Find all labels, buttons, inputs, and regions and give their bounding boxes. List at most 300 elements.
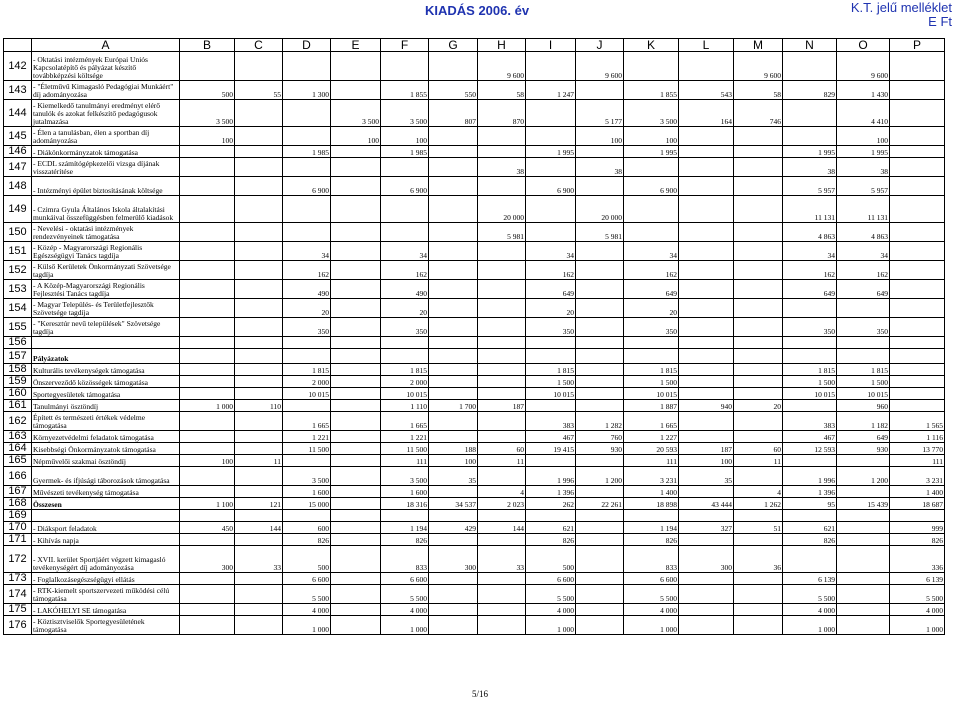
value-cell[interactable] (331, 616, 381, 635)
value-cell[interactable]: 1 396 (783, 486, 837, 498)
value-cell[interactable] (576, 349, 624, 364)
value-cell[interactable]: 826 (783, 534, 837, 546)
value-cell[interactable]: 5 957 (783, 177, 837, 196)
value-cell[interactable] (734, 604, 783, 616)
value-cell[interactable]: 38 (478, 158, 526, 177)
value-cell[interactable] (235, 616, 283, 635)
value-cell[interactable] (381, 196, 429, 223)
value-cell[interactable] (837, 349, 890, 364)
value-cell[interactable]: 34 (837, 242, 890, 261)
value-cell[interactable] (679, 299, 734, 318)
value-cell[interactable] (734, 127, 783, 146)
value-cell[interactable]: 5 500 (381, 585, 429, 604)
value-cell[interactable]: 19 415 (526, 443, 576, 455)
value-cell[interactable]: 33 (478, 546, 526, 573)
description-cell[interactable]: Tanulmányi ösztöndíj (32, 400, 180, 412)
value-cell[interactable] (576, 81, 624, 100)
value-cell[interactable] (429, 242, 478, 261)
value-cell[interactable]: 20 (734, 400, 783, 412)
value-cell[interactable]: 833 (381, 546, 429, 573)
value-cell[interactable]: 121 (235, 498, 283, 510)
value-cell[interactable] (837, 546, 890, 573)
value-cell[interactable] (283, 510, 331, 522)
description-cell[interactable]: Kisebbségi Önkormányzatok támogatása (32, 443, 180, 455)
value-cell[interactable]: 10 015 (624, 388, 679, 400)
value-cell[interactable] (576, 177, 624, 196)
value-cell[interactable]: 34 537 (429, 498, 478, 510)
value-cell[interactable] (478, 299, 526, 318)
value-cell[interactable]: 6 139 (890, 573, 945, 585)
value-cell[interactable] (526, 510, 576, 522)
value-cell[interactable]: 9 600 (478, 52, 526, 81)
value-cell[interactable] (837, 585, 890, 604)
value-cell[interactable]: 5 981 (478, 223, 526, 242)
value-cell[interactable] (526, 455, 576, 467)
value-cell[interactable] (526, 158, 576, 177)
value-cell[interactable] (679, 127, 734, 146)
value-cell[interactable]: 450 (180, 522, 235, 534)
description-cell[interactable]: - Intézményi épület biztosításának költsége (32, 177, 180, 196)
value-cell[interactable] (381, 337, 429, 349)
value-cell[interactable] (734, 616, 783, 635)
value-cell[interactable] (180, 337, 235, 349)
value-cell[interactable] (576, 616, 624, 635)
value-cell[interactable] (890, 299, 945, 318)
description-cell[interactable]: - A Közép-Magyarországi Regionális Fejlesztési Tanács tagdíja (32, 280, 180, 299)
value-cell[interactable] (679, 196, 734, 223)
value-cell[interactable] (679, 146, 734, 158)
value-cell[interactable] (679, 223, 734, 242)
value-cell[interactable]: 1 995 (783, 146, 837, 158)
column-header-c[interactable]: C (235, 39, 283, 52)
value-cell[interactable]: 188 (429, 443, 478, 455)
value-cell[interactable]: 13 770 (890, 443, 945, 455)
description-cell[interactable]: Környezetvédelmi feladatok támogatása (32, 431, 180, 443)
value-cell[interactable] (890, 81, 945, 100)
row-number[interactable]: 175 (4, 604, 32, 616)
value-cell[interactable]: 10 015 (837, 388, 890, 400)
value-cell[interactable] (679, 604, 734, 616)
value-cell[interactable]: 550 (429, 81, 478, 100)
value-cell[interactable]: 4 000 (283, 604, 331, 616)
value-cell[interactable] (429, 534, 478, 546)
value-cell[interactable] (429, 412, 478, 431)
value-cell[interactable]: 10 015 (283, 388, 331, 400)
value-cell[interactable] (734, 177, 783, 196)
value-cell[interactable]: 36 (734, 546, 783, 573)
value-cell[interactable] (679, 412, 734, 431)
value-cell[interactable] (180, 388, 235, 400)
value-cell[interactable]: 350 (783, 318, 837, 337)
value-cell[interactable]: 1 300 (283, 81, 331, 100)
value-cell[interactable] (429, 364, 478, 376)
value-cell[interactable] (734, 261, 783, 280)
value-cell[interactable]: 4 863 (837, 223, 890, 242)
value-cell[interactable] (331, 376, 381, 388)
value-cell[interactable]: 1 815 (283, 364, 331, 376)
value-cell[interactable]: 1 400 (890, 486, 945, 498)
row-number[interactable]: 164 (4, 443, 32, 455)
value-cell[interactable] (429, 177, 478, 196)
description-cell[interactable]: - Külső Kerületek Önkormányzati Szövetsége tagdíja (32, 261, 180, 280)
value-cell[interactable]: 1 182 (837, 412, 890, 431)
value-cell[interactable] (331, 400, 381, 412)
value-cell[interactable]: 336 (890, 546, 945, 573)
value-cell[interactable]: 829 (783, 81, 837, 100)
value-cell[interactable]: 58 (478, 81, 526, 100)
value-cell[interactable]: 999 (890, 522, 945, 534)
value-cell[interactable]: 34 (526, 242, 576, 261)
value-cell[interactable]: 20 593 (624, 443, 679, 455)
value-cell[interactable] (235, 280, 283, 299)
value-cell[interactable]: 1 995 (837, 146, 890, 158)
value-cell[interactable]: 162 (283, 261, 331, 280)
column-header-a[interactable]: A (32, 39, 180, 52)
value-cell[interactable] (679, 318, 734, 337)
value-cell[interactable] (331, 467, 381, 486)
value-cell[interactable] (381, 349, 429, 364)
value-cell[interactable]: 100 (180, 127, 235, 146)
description-cell[interactable]: - Foglalkozásegészségügyi ellátás (32, 573, 180, 585)
value-cell[interactable] (478, 177, 526, 196)
value-cell[interactable] (478, 127, 526, 146)
value-cell[interactable] (283, 158, 331, 177)
value-cell[interactable]: 1 815 (783, 364, 837, 376)
value-cell[interactable] (679, 261, 734, 280)
value-cell[interactable]: 3 231 (890, 467, 945, 486)
row-number[interactable]: 174 (4, 585, 32, 604)
value-cell[interactable]: 4 (478, 486, 526, 498)
value-cell[interactable] (783, 349, 837, 364)
value-cell[interactable] (235, 158, 283, 177)
value-cell[interactable] (837, 337, 890, 349)
value-cell[interactable] (283, 52, 331, 81)
value-cell[interactable] (890, 223, 945, 242)
value-cell[interactable]: 500 (180, 81, 235, 100)
row-number[interactable]: 172 (4, 546, 32, 573)
row-number[interactable]: 145 (4, 127, 32, 146)
value-cell[interactable] (429, 388, 478, 400)
value-cell[interactable]: 6 600 (283, 573, 331, 585)
value-cell[interactable] (429, 573, 478, 585)
value-cell[interactable] (783, 299, 837, 318)
value-cell[interactable] (576, 364, 624, 376)
value-cell[interactable]: 383 (526, 412, 576, 431)
value-cell[interactable] (235, 52, 283, 81)
row-number[interactable]: 150 (4, 223, 32, 242)
value-cell[interactable] (783, 546, 837, 573)
value-cell[interactable] (331, 364, 381, 376)
value-cell[interactable] (429, 158, 478, 177)
value-cell[interactable] (734, 467, 783, 486)
value-cell[interactable]: 4 410 (837, 100, 890, 127)
value-cell[interactable]: 1 500 (526, 376, 576, 388)
description-cell[interactable]: - Kihívás napja (32, 534, 180, 546)
value-cell[interactable] (429, 376, 478, 388)
value-cell[interactable] (478, 376, 526, 388)
value-cell[interactable]: 162 (381, 261, 429, 280)
value-cell[interactable] (429, 616, 478, 635)
value-cell[interactable] (890, 146, 945, 158)
value-cell[interactable] (180, 177, 235, 196)
value-cell[interactable]: 4 000 (890, 604, 945, 616)
value-cell[interactable] (331, 242, 381, 261)
value-cell[interactable]: 1 000 (624, 616, 679, 635)
value-cell[interactable] (180, 280, 235, 299)
value-cell[interactable]: 1 887 (624, 400, 679, 412)
value-cell[interactable] (734, 412, 783, 431)
value-cell[interactable]: 5 500 (783, 585, 837, 604)
value-cell[interactable]: 1 221 (381, 431, 429, 443)
value-cell[interactable]: 1 194 (381, 522, 429, 534)
value-cell[interactable]: 1 500 (837, 376, 890, 388)
value-cell[interactable] (180, 158, 235, 177)
value-cell[interactable]: 940 (679, 400, 734, 412)
value-cell[interactable]: 35 (679, 467, 734, 486)
value-cell[interactable]: 621 (526, 522, 576, 534)
value-cell[interactable] (526, 223, 576, 242)
value-cell[interactable] (576, 280, 624, 299)
value-cell[interactable] (331, 299, 381, 318)
value-cell[interactable] (576, 388, 624, 400)
value-cell[interactable]: 350 (624, 318, 679, 337)
value-cell[interactable]: 1 227 (624, 431, 679, 443)
value-cell[interactable]: 20 (624, 299, 679, 318)
value-cell[interactable] (576, 376, 624, 388)
value-cell[interactable]: 327 (679, 522, 734, 534)
value-cell[interactable] (180, 223, 235, 242)
value-cell[interactable] (679, 616, 734, 635)
value-cell[interactable] (526, 337, 576, 349)
row-number[interactable]: 165 (4, 455, 32, 467)
value-cell[interactable]: 187 (478, 400, 526, 412)
value-cell[interactable]: 350 (283, 318, 331, 337)
value-cell[interactable] (235, 431, 283, 443)
description-cell[interactable]: - Diáksport feladatok (32, 522, 180, 534)
value-cell[interactable] (478, 146, 526, 158)
column-header-n[interactable]: N (783, 39, 837, 52)
value-cell[interactable]: 164 (679, 100, 734, 127)
description-cell[interactable]: Kulturális tevékenységek támogatása (32, 364, 180, 376)
value-cell[interactable]: 1 100 (180, 498, 235, 510)
row-number[interactable]: 144 (4, 100, 32, 127)
row-number[interactable]: 168 (4, 498, 32, 510)
value-cell[interactable] (837, 455, 890, 467)
value-cell[interactable] (429, 337, 478, 349)
value-cell[interactable]: 34 (624, 242, 679, 261)
value-cell[interactable] (429, 223, 478, 242)
value-cell[interactable]: 10 015 (526, 388, 576, 400)
value-cell[interactable] (478, 242, 526, 261)
value-cell[interactable]: 3 500 (331, 100, 381, 127)
value-cell[interactable]: 1 565 (890, 412, 945, 431)
description-cell[interactable]: Gyermek- és ifjúsági táborozások támogatása (32, 467, 180, 486)
value-cell[interactable]: 1 665 (283, 412, 331, 431)
value-cell[interactable]: 1 194 (624, 522, 679, 534)
value-cell[interactable]: 1 665 (624, 412, 679, 431)
value-cell[interactable]: 1 665 (381, 412, 429, 431)
row-number[interactable]: 148 (4, 177, 32, 196)
value-cell[interactable] (331, 534, 381, 546)
value-cell[interactable]: 58 (734, 81, 783, 100)
value-cell[interactable] (429, 486, 478, 498)
value-cell[interactable]: 649 (837, 431, 890, 443)
value-cell[interactable] (576, 573, 624, 585)
value-cell[interactable]: 100 (679, 455, 734, 467)
value-cell[interactable] (576, 318, 624, 337)
value-cell[interactable]: 3 231 (624, 467, 679, 486)
value-cell[interactable] (576, 546, 624, 573)
description-cell[interactable]: Művészeti tevékenység támogatása (32, 486, 180, 498)
column-header-b[interactable]: B (180, 39, 235, 52)
value-cell[interactable]: 262 (526, 498, 576, 510)
value-cell[interactable] (235, 443, 283, 455)
value-cell[interactable] (679, 573, 734, 585)
value-cell[interactable]: 1 815 (624, 364, 679, 376)
value-cell[interactable]: 870 (478, 100, 526, 127)
value-cell[interactable]: 1 815 (526, 364, 576, 376)
value-cell[interactable] (180, 318, 235, 337)
value-cell[interactable]: 826 (890, 534, 945, 546)
value-cell[interactable]: 100 (381, 127, 429, 146)
value-cell[interactable] (624, 196, 679, 223)
value-cell[interactable]: 5 500 (624, 585, 679, 604)
value-cell[interactable]: 15 439 (837, 498, 890, 510)
value-cell[interactable]: 11 (478, 455, 526, 467)
value-cell[interactable] (235, 299, 283, 318)
value-cell[interactable]: 1 700 (429, 400, 478, 412)
value-cell[interactable] (180, 443, 235, 455)
value-cell[interactable] (526, 52, 576, 81)
value-cell[interactable]: 4 (734, 486, 783, 498)
value-cell[interactable] (526, 400, 576, 412)
value-cell[interactable]: 100 (624, 127, 679, 146)
row-number[interactable]: 163 (4, 431, 32, 443)
value-cell[interactable] (331, 158, 381, 177)
value-cell[interactable]: 429 (429, 522, 478, 534)
value-cell[interactable]: 2 000 (283, 376, 331, 388)
row-number[interactable]: 169 (4, 510, 32, 522)
value-cell[interactable] (734, 364, 783, 376)
value-cell[interactable] (624, 337, 679, 349)
value-cell[interactable]: 3 500 (624, 100, 679, 127)
value-cell[interactable] (783, 510, 837, 522)
value-cell[interactable] (576, 455, 624, 467)
value-cell[interactable]: 111 (381, 455, 429, 467)
value-cell[interactable] (734, 573, 783, 585)
value-cell[interactable]: 1 996 (783, 467, 837, 486)
value-cell[interactable]: 746 (734, 100, 783, 127)
value-cell[interactable] (331, 223, 381, 242)
description-cell[interactable]: - ECDL számítógépkezelői vizsga díjának visszatérítése (32, 158, 180, 177)
value-cell[interactable] (180, 412, 235, 431)
value-cell[interactable]: 111 (890, 455, 945, 467)
value-cell[interactable] (283, 349, 331, 364)
value-cell[interactable] (429, 431, 478, 443)
row-number[interactable]: 173 (4, 573, 32, 585)
row-number[interactable]: 171 (4, 534, 32, 546)
value-cell[interactable] (235, 337, 283, 349)
value-cell[interactable]: 35 (429, 467, 478, 486)
value-cell[interactable] (180, 616, 235, 635)
column-header-o[interactable]: O (837, 39, 890, 52)
value-cell[interactable]: 826 (526, 534, 576, 546)
value-cell[interactable] (679, 158, 734, 177)
value-cell[interactable]: 930 (576, 443, 624, 455)
value-cell[interactable] (890, 127, 945, 146)
value-cell[interactable]: 10 015 (381, 388, 429, 400)
value-cell[interactable] (235, 196, 283, 223)
value-cell[interactable]: 1 200 (576, 467, 624, 486)
value-cell[interactable]: 960 (837, 400, 890, 412)
value-cell[interactable] (734, 318, 783, 337)
value-cell[interactable] (235, 127, 283, 146)
value-cell[interactable] (331, 431, 381, 443)
value-cell[interactable]: 4 863 (783, 223, 837, 242)
value-cell[interactable] (235, 510, 283, 522)
value-cell[interactable] (734, 280, 783, 299)
value-cell[interactable] (734, 534, 783, 546)
value-cell[interactable]: 300 (679, 546, 734, 573)
value-cell[interactable]: 1 400 (624, 486, 679, 498)
value-cell[interactable]: 490 (381, 280, 429, 299)
value-cell[interactable] (235, 261, 283, 280)
description-cell[interactable]: - Köztisztviselők Sportegyesületének támogatása (32, 616, 180, 635)
value-cell[interactable]: 38 (576, 158, 624, 177)
value-cell[interactable] (331, 261, 381, 280)
value-cell[interactable] (180, 364, 235, 376)
value-cell[interactable] (478, 337, 526, 349)
column-header-g[interactable]: G (429, 39, 478, 52)
value-cell[interactable]: 55 (235, 81, 283, 100)
value-cell[interactable] (331, 349, 381, 364)
value-cell[interactable] (180, 146, 235, 158)
value-cell[interactable] (235, 349, 283, 364)
row-number[interactable]: 142 (4, 52, 32, 81)
value-cell[interactable]: 9 600 (837, 52, 890, 81)
value-cell[interactable]: 15 000 (283, 498, 331, 510)
value-cell[interactable] (429, 349, 478, 364)
value-cell[interactable] (576, 604, 624, 616)
value-cell[interactable]: 162 (526, 261, 576, 280)
value-cell[interactable] (624, 510, 679, 522)
value-cell[interactable]: 1 000 (381, 616, 429, 635)
value-cell[interactable] (235, 100, 283, 127)
value-cell[interactable] (283, 127, 331, 146)
value-cell[interactable]: 6 600 (624, 573, 679, 585)
column-header-k[interactable]: K (624, 39, 679, 52)
value-cell[interactable]: 5 957 (837, 177, 890, 196)
value-cell[interactable]: 826 (283, 534, 331, 546)
value-cell[interactable]: 51 (734, 522, 783, 534)
value-cell[interactable]: 1 600 (283, 486, 331, 498)
value-cell[interactable] (576, 510, 624, 522)
value-cell[interactable] (478, 431, 526, 443)
value-cell[interactable] (180, 52, 235, 81)
column-header-l[interactable]: L (679, 39, 734, 52)
value-cell[interactable] (734, 196, 783, 223)
value-cell[interactable]: 649 (837, 280, 890, 299)
row-number[interactable]: 154 (4, 299, 32, 318)
value-cell[interactable] (283, 223, 331, 242)
value-cell[interactable]: 1 116 (890, 431, 945, 443)
value-cell[interactable]: 4 000 (624, 604, 679, 616)
value-cell[interactable]: 22 261 (576, 498, 624, 510)
value-cell[interactable] (283, 196, 331, 223)
row-number[interactable]: 159 (4, 376, 32, 388)
value-cell[interactable] (235, 412, 283, 431)
value-cell[interactable]: 467 (526, 431, 576, 443)
